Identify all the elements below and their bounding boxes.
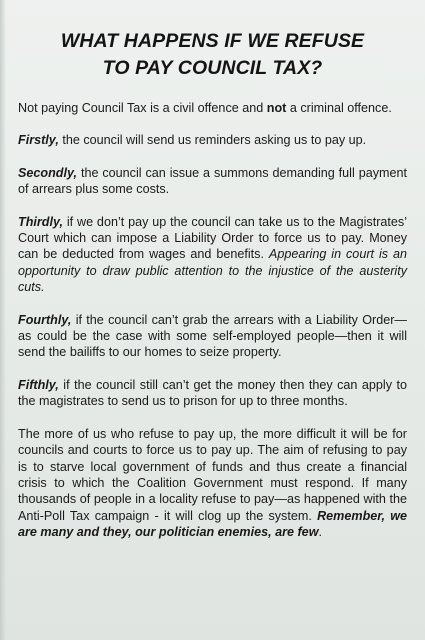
- firstly-lead: Firstly,: [18, 133, 59, 148]
- thirdly-lead: Thirdly,: [18, 214, 64, 229]
- secondly-text: the council can issue a summons demanding full payment of arrears plus some costs.: [18, 165, 407, 197]
- fifthly-text: if the council still can’t get the money then they can apply to the magistrates to send us to prison for up to three months.: [18, 377, 407, 409]
- secondly-lead: Secondly,: [18, 165, 78, 180]
- firstly-text: the council will send us reminders asking us to pay up.: [58, 133, 367, 148]
- closing-end: .: [318, 525, 322, 540]
- page-edge-shadow: [0, 0, 6, 640]
- fourthly-lead: Fourthly,: [18, 312, 72, 327]
- firstly-paragraph: [18, 132, 407, 148]
- thirdly-paragraph: [18, 214, 407, 296]
- intro-bold-not: not: [266, 101, 287, 115]
- closing-bold-italic: Remember, we are many and they, our politician enemies, are few: [18, 508, 408, 540]
- fifthly-paragraph: [18, 377, 407, 410]
- fourthly-paragraph: [18, 312, 407, 361]
- title-line-2: TO PAY COUNCIL TAX?: [102, 57, 323, 79]
- intro-text-2: a criminal offence.: [286, 101, 392, 115]
- title-line-1: WHAT HAPPENS IF WE REFUSE: [60, 30, 365, 52]
- fifthly-lead: Fifthly,: [18, 377, 59, 392]
- intro-paragraph: [18, 100, 407, 116]
- closing-text: The more of us who refuse to pay up, the more difficult it will be for councils and courts to force us to pay up. The aim of refusing to pay is to starve local government of funds and thus create a financial crisis to which the Coalition Government must respond. If many thousands of people in a locality refuse to pay—as happened with the Anti-Poll Tax campaign - it will clog up the system.: [18, 426, 407, 523]
- closing-paragraph: [18, 426, 407, 541]
- intro-text-1: Not paying Council Tax is a civil offence and: [18, 101, 267, 115]
- fourthly-text: if the council can’t grab the arrears with a Liability Order—as could be the case with some self-employed people—then it will send the bailiffs to our homes to seize property.: [18, 312, 407, 360]
- secondly-paragraph: [18, 165, 407, 198]
- thirdly-italic-text: Appearing in court is an opportunity to draw public attention to the injustice of the austerity cuts.: [18, 247, 407, 295]
- thirdly-text: if we don’t pay up the council can take us to the Magistrates’ Court which can impose a Liability Order to force us to pay. Money can be deducted from wages and benefits.: [18, 214, 407, 262]
- leaflet-title: [18, 28, 407, 82]
